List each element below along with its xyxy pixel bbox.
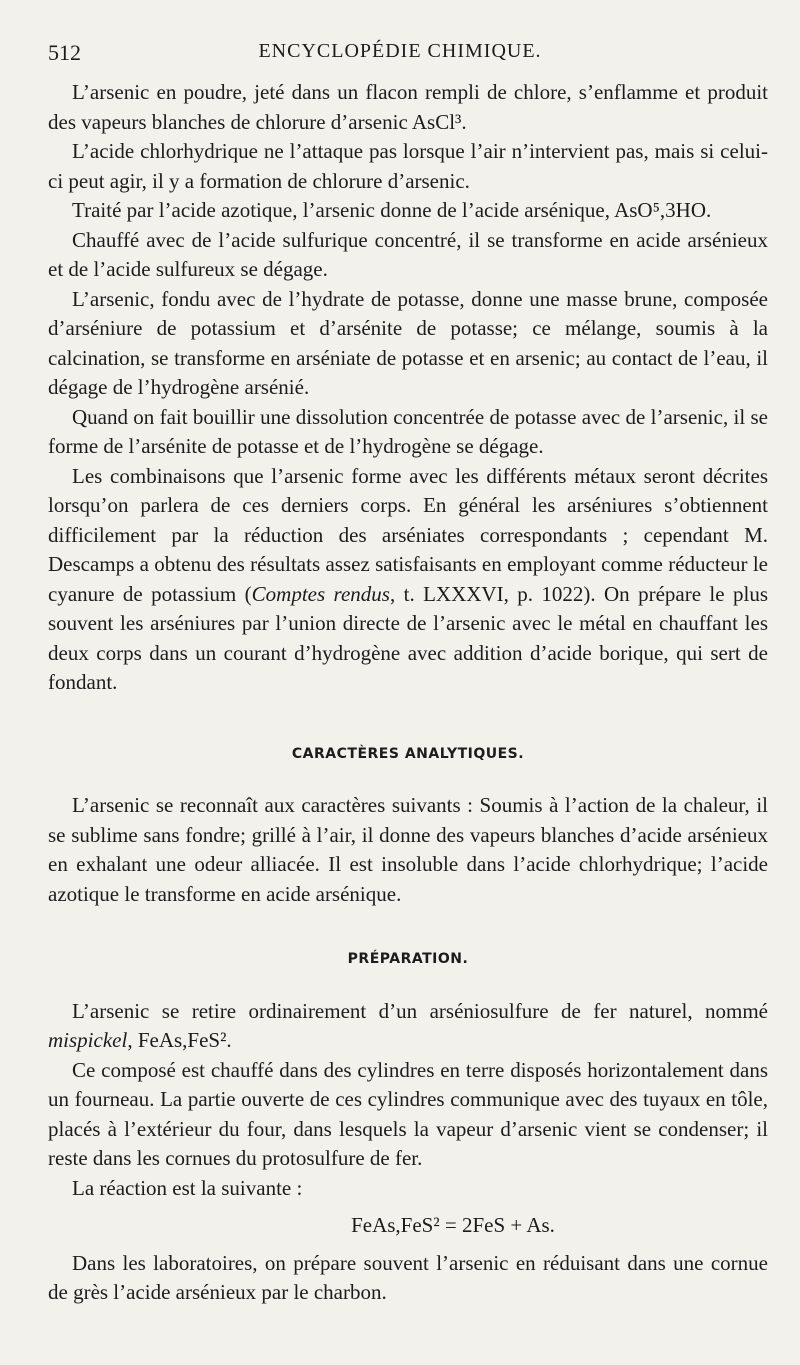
page-body [48,78,768,1308]
citation-title: Comptes rendus [251,581,390,606]
paragraph-text: L’arsenic se retire ordinairement d’un arséniosulfure de fer naturel, nommé [72,998,768,1023]
paragraph: L’arsenic en poudre, jeté dans un flacon rempli de chlore, s’enflamme et produit des vapeurs blanches de chlorure d’arsenic AsCl³. [48,80,768,134]
section-heading-analytiques: CARACTÈRES ANALYTIQUES. [291,745,525,762]
paragraph-text: , FeAs,FeS². [127,1028,232,1052]
paragraph-text: Les combinaisons que l’arsenic forme avec les différents métaux seront décrites lorsqu’on parlera de ces derniers corps. En général les arséniures s’obtiennent difficilement par la réduction des arséniates correspondants ; cependant M. Descamps a obtenu des résultats assez satisfaisants en employant comme réducteur le cyanure de potassium ( [48,463,768,606]
paragraph: Quand on fait bouillir une dissolution concentrée de potasse avec de l’arsenic, il se forme de l’arsénite de potasse et de l’hydrogène se dégage. [48,404,768,458]
paragraph-text: , t. LXXXVI, p. 1022). On prépare le plus souvent les arséniures par l’union directe de l’arsenic avec le métal en chauffant les deux corps dans un courant d’hydrogène avec addition d’acide borique, qui sert de fondant. [48,581,768,694]
paragraph [48,462,768,698]
paragraph: Chauffé avec de l’acide sulfurique concentré, il se transforme en acide arsénieux et de l’acide sulfureux se dégage. [48,227,768,281]
section-heading-preparation: PRÉPARATION. [347,951,469,967]
page-number: 512 [48,40,81,65]
paragraph: La réaction est la suivante : [72,1175,303,1200]
chemical-equation: FeAs,FeS² = 2FeS + As. [351,1213,555,1237]
paragraph: Dans les laboratoires, on prépare souvent l’arsenic en réduisant dans une cornue de grès l’acide arsénieux par le charbon. [48,1250,768,1304]
paragraph [48,997,768,1056]
paragraph: Ce composé est chauffé dans des cylindres en terre disposés horizontalement dans un fourneau. La partie ouverte de ces cylindres communique avec des tuyaux en tôle, placés à l’extérieur du four, dans lesquels la vapeur d’arsenic vient se condenser; il reste dans les cornues du protosulfure de fer. [48,1057,768,1170]
page-header [48,40,752,66]
paragraph: L’arsenic, fondu avec de l’hydrate de potasse, donne une masse brune, composée d’arséniure de potassium et d’arsénite de potasse; ce mélange, soumis à la calcination, se transforme en arséniate de potasse et en arsenic; au contact de l’eau, il dégage de l’hydrogène arsénié. [48,286,768,399]
mineral-name: mispickel [48,1028,128,1052]
running-title: ENCYCLOPÉDIE CHIMIQUE. [258,40,542,62]
paragraph: L’arsenic se reconnaît aux caractères suivants : Soumis à l’action de la chaleur, il se sublime sans fondre; grillé à l’air, il donne des vapeurs blanches d’acide arsénieux en exhalant une odeur alliacée. Il est insoluble dans l’acide chlorhydrique; l’acide azotique le transforme en acide arsénique. [48,793,768,906]
paragraph: Traité par l’acide azotique, l’arsenic donne de l’acide arsénique, AsO⁵,3HO. [72,198,712,222]
paragraph: L’acide chlorhydrique ne l’attaque pas lorsque l’air n’intervient pas, mais si celui-ci peut agir, il y a formation de chlorure d’arsenic. [48,139,768,193]
